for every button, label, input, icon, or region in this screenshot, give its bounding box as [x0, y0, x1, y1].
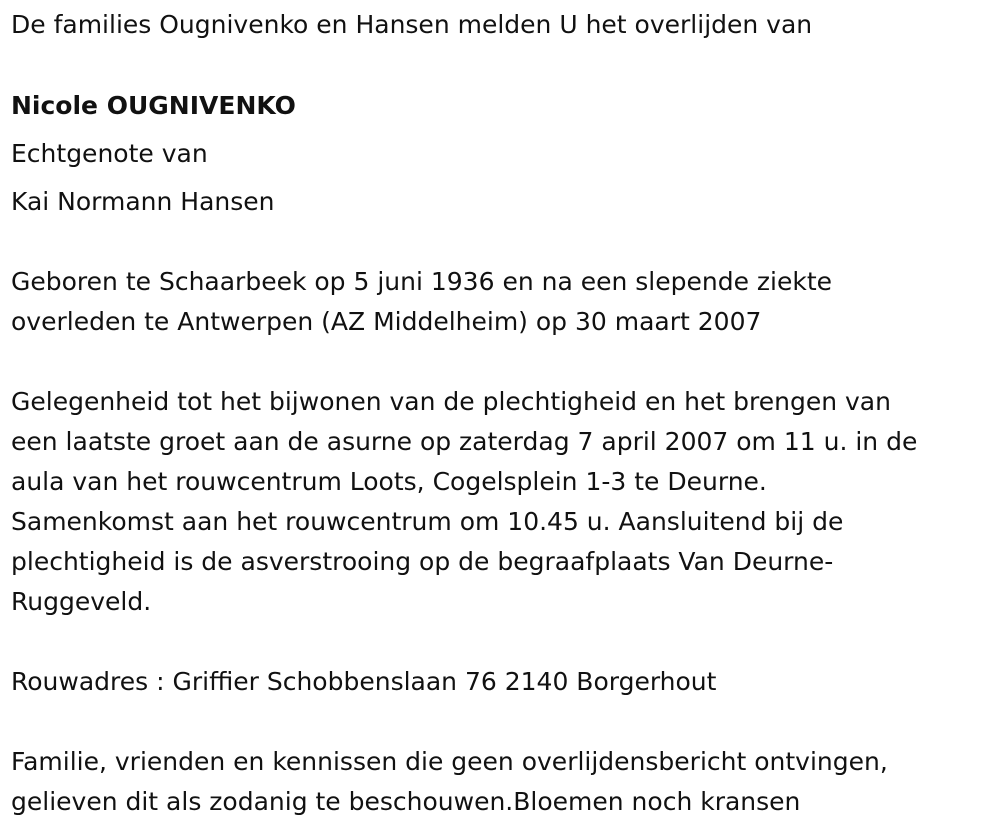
ceremony-line: een laatste groet aan de asurne op zaterdag 7 april 2007 om 11 u. in de	[11, 427, 918, 456]
ceremony-line: aula van het rouwcentrum Loots, Cogelsplein 1-3 te Deurne.	[11, 467, 767, 496]
spouse-name: Kai Normann Hansen	[11, 187, 275, 216]
ceremony-line: Samenkomst aan het rouwcentrum om 10.45 u. Aansluitend bij de	[11, 507, 844, 536]
ceremony-line: plechtigheid is de asverstrooing op de begraafplaats Van Deurne-	[11, 547, 834, 576]
ceremony-line: Gelegenheid tot het bijwonen van de plechtigheid en het brengen van	[11, 387, 891, 416]
intro-text: De families Ougnivenko en Hansen melden U het overlijden van	[11, 10, 813, 39]
deceased-name: Nicole OUGNIVENKO	[11, 91, 296, 120]
mourning-address: Rouwadres : Griffier Schobbenslaan 76 2140 Borgerhout	[11, 667, 717, 696]
closing-line: Familie, vrienden en kennissen die geen overlijdensbericht ontvingen,	[11, 747, 888, 776]
closing-line: gelieven dit als zodanig te beschouwen.Bloemen noch kransen	[11, 787, 801, 816]
birth-death-line-1: Geboren te Schaarbeek op 5 juni 1936 en na een slepende ziekte	[11, 267, 833, 296]
birth-death-line-2: overleden te Antwerpen (AZ Middelheim) op 30 maart 2007	[11, 307, 762, 336]
relation-text: Echtgenote van	[11, 139, 208, 168]
ceremony-line: Ruggeveld.	[11, 587, 152, 616]
